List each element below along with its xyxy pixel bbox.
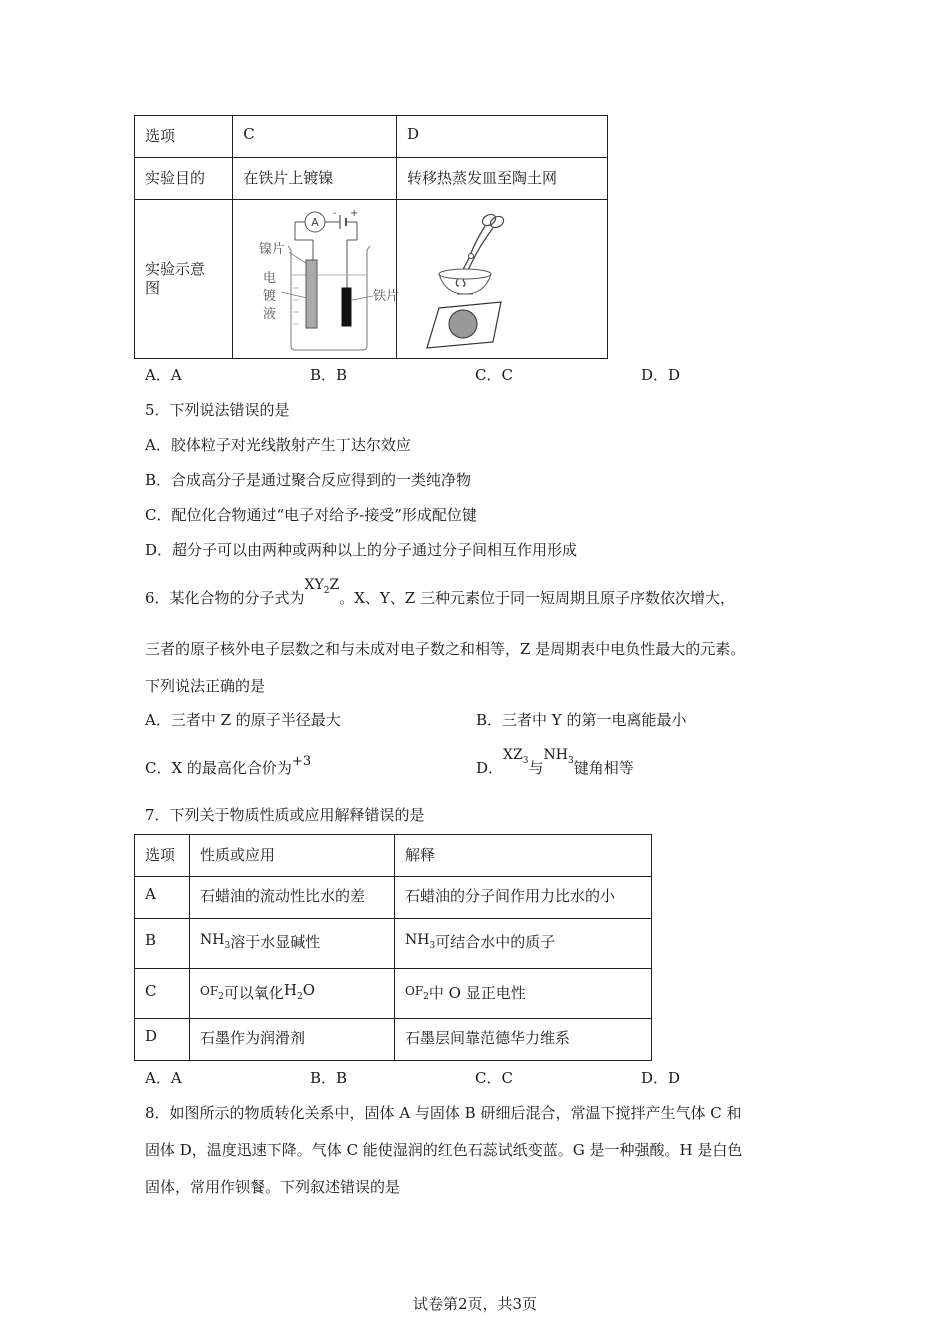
q6-d-nh-sub: 3 [567, 756, 574, 766]
q6-option-a: A．三者中 Z 的原子半径最大 [145, 711, 341, 729]
battery-plus: + [350, 208, 359, 219]
q7-b-nh: NH [200, 932, 225, 948]
q6-stem-line1 [145, 577, 736, 608]
q4-option-d: D．D [641, 366, 681, 384]
q7-c-h-sub: 2 [297, 992, 303, 1002]
q7-b-expl-nh: NH [405, 932, 430, 948]
q4-option-b: B．B [310, 366, 348, 384]
q7-stem: 7．下列关于物质性质或应用解释错误的是 [145, 806, 425, 824]
q7-c-formula2 [283, 981, 316, 1002]
electroplating-diagram-cell [233, 200, 400, 359]
q6-d-xz: XZ [503, 747, 523, 763]
electrolyte-label-1: 电 [263, 271, 277, 286]
q6-formula [304, 577, 340, 596]
q7-option-c: C．C [475, 1069, 513, 1087]
experiment-table [134, 115, 608, 359]
q6-stem-line3: 下列说法正确的是 [145, 677, 266, 695]
nickel-plate-label: 镍片 [259, 242, 286, 257]
q5-option-d: D．超分子可以由两种或两种以上的分子通过分子间相互作用形成 [145, 541, 578, 559]
ammeter-label: A [311, 216, 319, 229]
q7-row-a-property: 石蜡油的流动性比水的差 [190, 877, 395, 919]
q7-row-d-property: 石墨作为润滑剂 [190, 1019, 395, 1061]
battery-minus: - [333, 208, 337, 219]
q6-option-c [145, 754, 312, 778]
q8-line2: 固体 D，温度迅速下降。气体 C 能使湿润的红色石蕊试纸变蓝。G 是一种强酸。H 是白色 [145, 1141, 743, 1159]
q6-formula-sub: 2 [323, 586, 330, 596]
q6-stem-post: 。X、Y、Z 三种元素位于同一短周期且原子序数依次增大， [339, 589, 736, 607]
q6-formula-xy: XY [304, 577, 324, 593]
q7-row-a-explanation: 石蜡油的分子间作用力比水的小 [395, 877, 652, 919]
table1-purpose-d: 转移热蒸发皿至陶土网 [397, 158, 608, 200]
q7-row-c-property [190, 969, 395, 1019]
q7-row-a-option: A [135, 877, 190, 919]
q7-header-property: 性质或应用 [190, 835, 395, 877]
q7-header-explanation: 解释 [395, 835, 652, 877]
q6-option-b: B．三者中 Y 的第一电离能最小 [476, 711, 687, 729]
q7-row-d-option: D [135, 1019, 190, 1061]
electrolyte-label-3: 液 [263, 307, 277, 322]
diagram-label-text: 实验示意图 [145, 260, 206, 297]
page-footer: 试卷第2页，共3页 [412, 1295, 538, 1313]
table1-header-option: 选项 [135, 116, 233, 158]
q6-option-c-value: +3 [291, 754, 312, 769]
table-row [135, 1019, 652, 1061]
q7-b-formula [200, 932, 231, 951]
q7-b-expl-nh-sub: 3 [429, 941, 436, 951]
q7-option-a: A．A [145, 1069, 182, 1087]
iron-plate-label: 铁片 [373, 289, 400, 304]
q7-row-c-explanation [395, 969, 652, 1019]
q7-c-formula [200, 984, 224, 1002]
table-row [135, 877, 652, 919]
q7-option-b: B．B [310, 1069, 348, 1087]
q6-option-d-mid: 与 [528, 759, 544, 777]
table-row [135, 919, 652, 969]
q6-stem-pre: 6．某化合物的分子式为 [145, 589, 305, 607]
q6-stem-line2: 三者的原子核外电子层数之和与未成对电子数之和相等，Z 是周期表中电负性最大的元素。 [145, 640, 746, 658]
q7-c-h: H [283, 981, 298, 999]
q7-c-o: O [302, 981, 316, 999]
q7-row-b-property [190, 919, 395, 969]
q6-option-d [476, 747, 634, 778]
tongs-evaporating-dish-icon [397, 200, 607, 358]
q8-line1: 8．如图所示的物质转化关系中，固体 A 与固体 B 研细后混合，常温下搅拌产生气体 C 和 [145, 1104, 742, 1122]
q7-c-expl-formula [405, 984, 429, 1002]
q8-line3: 固体，常用作钡餐。下列叙述错误的是 [145, 1178, 401, 1196]
table1-diagram-label [135, 200, 233, 359]
electroplating-apparatus-icon [233, 200, 400, 358]
q6-formula-z: Z [329, 577, 340, 593]
q5-option-a: A．胶体粒子对光线散射产生丁达尔效应 [145, 436, 411, 454]
crucible-diagram-cell [397, 200, 608, 359]
q7-c-of-sub: 2 [218, 992, 224, 1002]
q5-stem: 5．下列说法错误的是 [145, 401, 290, 419]
q7-c-expl-text: 中 O 显正电性 [428, 984, 526, 1002]
q6-d-xz-sub: 3 [522, 756, 529, 766]
q6-option-c-text: C．X 的最高化合价为 [145, 759, 292, 777]
q6-d-nh: NH [543, 747, 568, 763]
table1-header-d: D [397, 116, 608, 158]
q7-row-b-explanation [395, 919, 652, 969]
q5-option-c: C．配位化合物通过“电子对给予-接受”形成配位键 [145, 506, 477, 524]
q7-c-of: OF [200, 984, 219, 998]
table-row [135, 969, 652, 1019]
q7-row-b-option: B [135, 919, 190, 969]
table1-purpose-c: 在铁片上镀镍 [233, 158, 397, 200]
q7-option-d: D．D [641, 1069, 681, 1087]
q6-option-d-formula1 [503, 747, 529, 766]
q7-row-c-option: C [135, 969, 190, 1019]
q7-row-d-explanation: 石墨层间靠范德华力维系 [395, 1019, 652, 1061]
q4-option-a: A．A [145, 366, 182, 384]
q4-option-c: C．C [475, 366, 513, 384]
q6-option-d-formula2 [543, 747, 574, 766]
q7-b-nh-sub: 3 [224, 941, 231, 951]
table1-header-c: C [233, 116, 397, 158]
electrolyte-label-2: 镀 [263, 289, 277, 304]
table1-purpose-label: 实验目的 [135, 158, 233, 200]
q7-c-expl-of: OF [405, 984, 424, 998]
q6-option-d-post: 键角相等 [573, 759, 634, 777]
q7-c-prop-text: 可以氧化 [223, 984, 284, 1002]
q7-b-expl-formula [405, 932, 436, 951]
q7-b-prop-text: 溶于水显碱性 [230, 933, 321, 951]
q7-c-expl-of-sub: 2 [423, 992, 429, 1002]
q6-option-d-label: D． [476, 759, 504, 777]
q7-b-expl-text: 可结合水中的质子 [435, 933, 556, 951]
q5-option-b: B．合成高分子是通过聚合反应得到的一类纯净物 [145, 471, 472, 489]
q7-header-option: 选项 [135, 835, 190, 877]
property-table [134, 834, 652, 1061]
